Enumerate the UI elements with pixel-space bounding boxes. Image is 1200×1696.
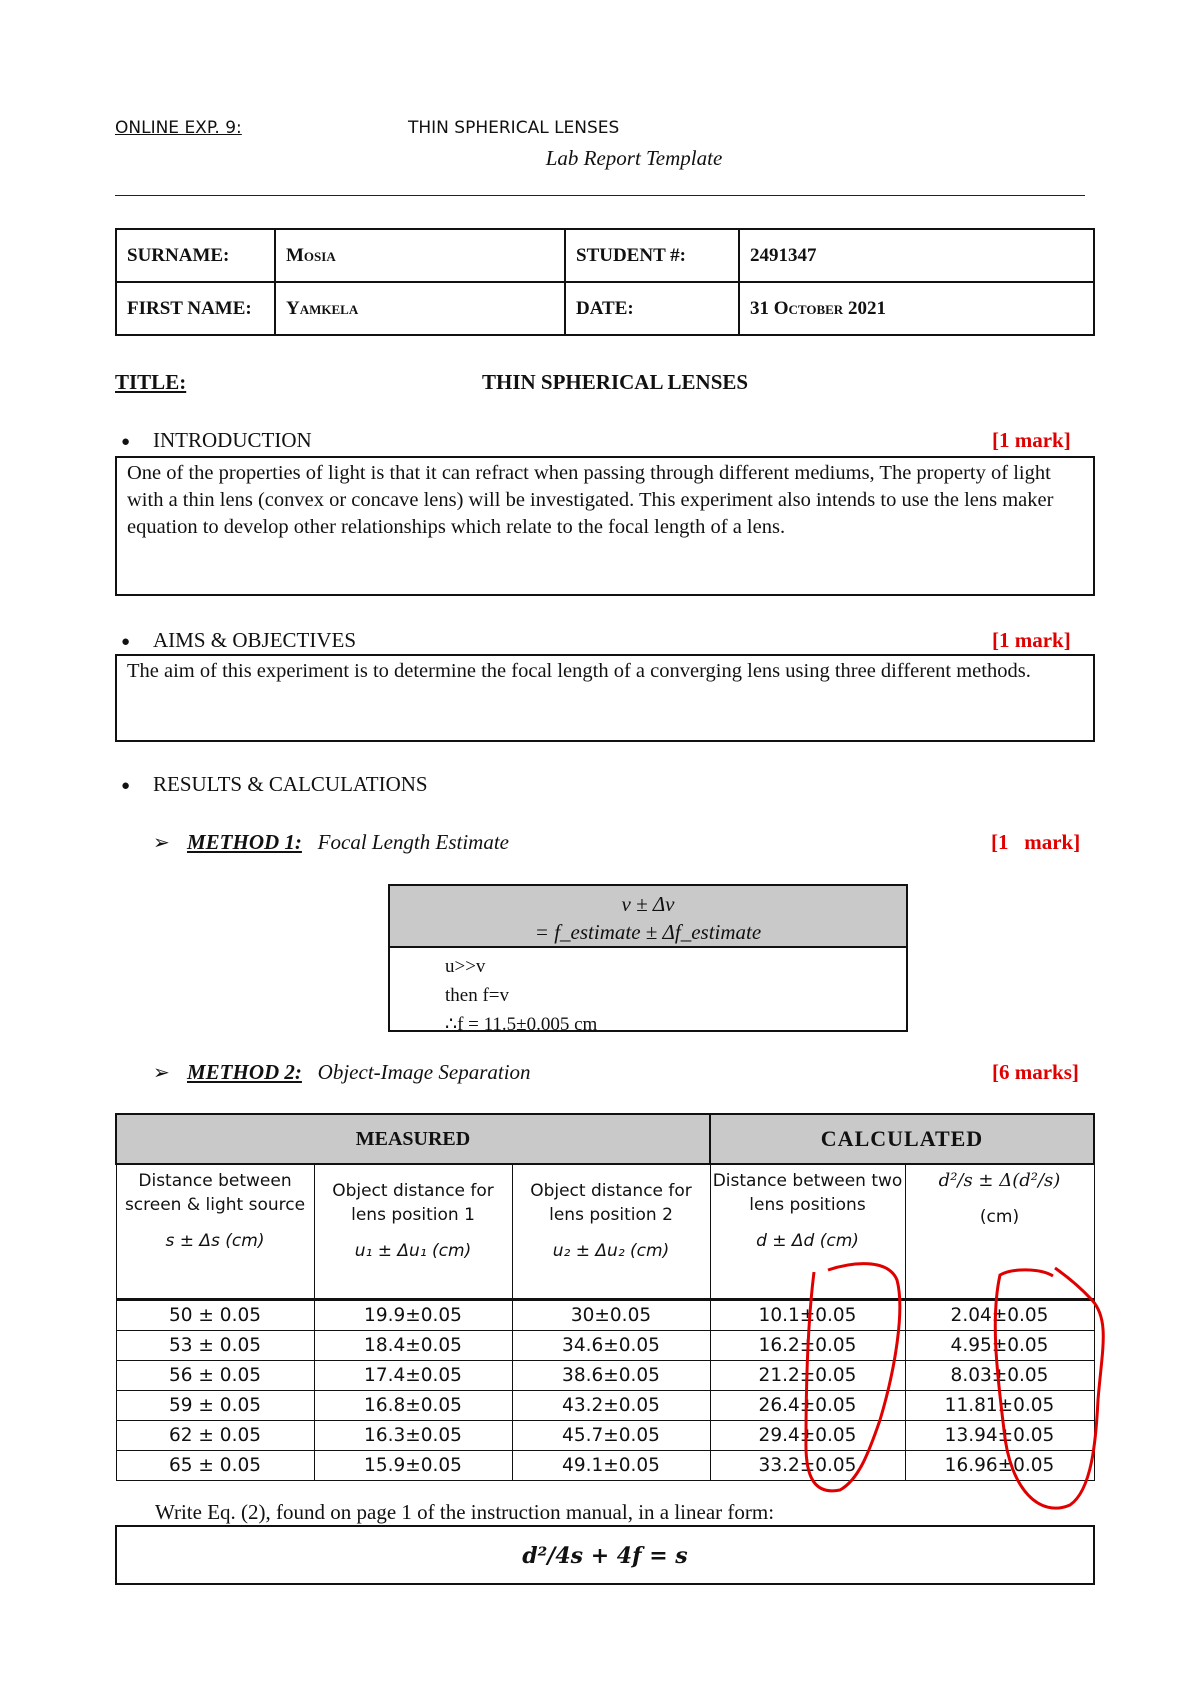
s-cell: 53 ± 0.05 [116, 1331, 314, 1361]
column-header-d2-over-s: d²/s ± Δ(d²/s) (cm) [905, 1164, 1094, 1300]
report-title-value: THIN SPHERICAL LENSES [482, 370, 749, 394]
table-row [116, 1300, 1094, 1331]
d-cell: 26.4±0.05 [710, 1391, 905, 1421]
table-row [116, 1361, 1094, 1391]
date-label: DATE: [565, 282, 739, 335]
results-heading: ● RESULTS & CALCULATIONS [121, 772, 428, 796]
first-name-value: Yamkela [275, 282, 565, 335]
ratio-cell: 16.96±0.05 [905, 1451, 1094, 1481]
u2-cell: 49.1±0.05 [512, 1451, 710, 1481]
s-cell: 50 ± 0.05 [116, 1300, 314, 1331]
aims-marks: [1 mark] [992, 628, 1071, 652]
s-cell: 62 ± 0.05 [116, 1421, 314, 1451]
d-cell: 16.2±0.05 [710, 1331, 905, 1361]
u2-cell: 34.6±0.05 [512, 1331, 710, 1361]
student-number-value: 2491347 [739, 229, 1094, 282]
method1-marks: [1 mark] [991, 830, 1081, 854]
table-row [116, 1391, 1094, 1421]
linear-form-box [115, 1525, 1095, 1585]
column-header-s: Distance between screen & light source s ± Δs (cm) [116, 1164, 314, 1300]
u1-cell: 16.3±0.05 [314, 1421, 512, 1451]
method1-line: ∴f = 11.5±0.005 cm [445, 1014, 598, 1035]
u1-cell: 19.9±0.05 [314, 1300, 512, 1331]
s-cell: 65 ± 0.05 [116, 1451, 314, 1481]
arrow-bullet-icon: ➢ [153, 1062, 170, 1084]
d-cell: 21.2±0.05 [710, 1361, 905, 1391]
d-cell: 10.1±0.05 [710, 1300, 905, 1331]
method1-formula-line2: = f_estimate ± Δf_estimate [534, 920, 762, 944]
u2-cell: 45.7±0.05 [512, 1421, 710, 1451]
experiment-title: THIN SPHERICAL LENSES [408, 118, 620, 138]
u1-cell: 16.8±0.05 [314, 1391, 512, 1421]
date-value: 31 October 2021 [739, 282, 1094, 335]
ratio-cell: 2.04±0.05 [905, 1300, 1094, 1331]
bullet-icon: ● [121, 433, 131, 450]
first-name-label: FIRST NAME: [116, 282, 275, 335]
s-cell: 56 ± 0.05 [116, 1361, 314, 1391]
table-row [116, 1421, 1094, 1451]
method1-formula-header [390, 886, 906, 948]
linear-form-equation: d²/4s + 4f = s [522, 1543, 688, 1569]
measured-group-header: MEASURED [116, 1114, 710, 1164]
arrow-bullet-icon: ➢ [153, 832, 170, 854]
aims-heading: ● AIMS & OBJECTIVES [121, 628, 357, 652]
method1-formula-line1: v ± Δv [621, 892, 675, 916]
surname-value: Mosia [275, 229, 565, 282]
header-divider [115, 195, 1085, 196]
u2-cell: 30±0.05 [512, 1300, 710, 1331]
introduction-text: One of the properties of light is that it can refract when passing through different mediums, The property of light with a thin lens (convex or concave lens) will be investigated. This experiment also intends to use the lens maker equation to develop other relationships which relate to the focal length of a lens. [115, 456, 1095, 596]
ratio-cell: 11.81±0.05 [905, 1391, 1094, 1421]
template-subtitle: Lab Report Template [545, 146, 723, 170]
method1-box [388, 884, 908, 1035]
column-header-u2: Object distance for lens position 2 u₂ ± Δu₂ (cm) [512, 1164, 710, 1300]
method1-line: u>>v [445, 956, 486, 977]
ratio-cell: 4.95±0.05 [905, 1331, 1094, 1361]
experiment-label: ONLINE EXP. 9: [115, 118, 242, 138]
introduction-heading: ● INTRODUCTION [121, 428, 312, 452]
u1-cell: 18.4±0.05 [314, 1331, 512, 1361]
column-header-d: Distance between two lens positions d ± Δd (cm) [710, 1164, 905, 1300]
report-title-label: TITLE: [115, 370, 187, 394]
bullet-icon: ● [121, 777, 131, 794]
ratio-cell: 8.03±0.05 [905, 1361, 1094, 1391]
s-cell: 59 ± 0.05 [116, 1391, 314, 1421]
linear-form-instruction: Write Eq. (2), found on page 1 of the instruction manual, in a linear form: [155, 1500, 775, 1524]
introduction-marks: [1 mark] [992, 428, 1071, 452]
results-table [115, 1113, 1095, 1481]
u2-cell: 43.2±0.05 [512, 1391, 710, 1421]
method1-heading: ➢ METHOD 1: Focal Length Estimate [153, 830, 509, 854]
u2-cell: 38.6±0.05 [512, 1361, 710, 1391]
student-number-label: STUDENT #: [565, 229, 739, 282]
method2-heading: ➢ METHOD 2: Object-Image Separation [153, 1060, 531, 1084]
d-cell: 29.4±0.05 [710, 1421, 905, 1451]
table-row [116, 1451, 1094, 1481]
method1-body [390, 948, 906, 1039]
bullet-icon: ● [121, 633, 131, 650]
surname-label: SURNAME: [116, 229, 275, 282]
method2-marks: [6 marks] [992, 1060, 1079, 1084]
u1-cell: 17.4±0.05 [314, 1361, 512, 1391]
aims-text: The aim of this experiment is to determine the focal length of a converging lens using three different methods. [115, 654, 1095, 742]
calculated-group-header: CALCULATED [710, 1114, 1094, 1164]
column-header-u1: Object distance for lens position 1 u₁ ± Δu₁ (cm) [314, 1164, 512, 1300]
table-row [116, 1331, 1094, 1361]
student-info-table [115, 228, 1095, 336]
ratio-cell: 13.94±0.05 [905, 1421, 1094, 1451]
d-cell: 33.2±0.05 [710, 1451, 905, 1481]
method1-line: then f=v [445, 985, 510, 1006]
u1-cell: 15.9±0.05 [314, 1451, 512, 1481]
